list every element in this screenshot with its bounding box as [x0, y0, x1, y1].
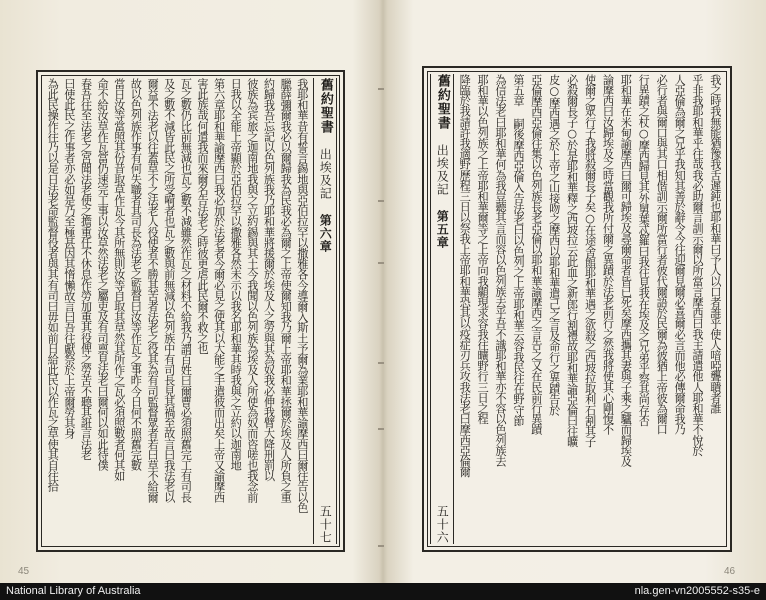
text-column: 亞倫摩西亞倫往集以色列族長老亞倫以耶和華諭摩西之言告之又在民前行異蹟 [529, 74, 543, 435]
right-page [422, 66, 732, 552]
text-column: 第五章 嗣後摩西亞倫入告法老曰以色列之上帝耶和華云容我民往在野守節 [511, 74, 525, 426]
text-column: 我之時我無能猶豫我舌遲鈍也耶和華曰予人以口者誰乎使人喑啞聾聵者誰 [708, 74, 722, 414]
page-number: 五十六 [435, 505, 450, 544]
text-column: 瓦之數仍比前無減也瓦之數不減雖然作瓦之材料不給我乃謂百姓曰爾曹必須照舊完工有司長 [179, 78, 193, 503]
footer-bar [0, 583, 766, 600]
stitch-mark [378, 545, 384, 547]
text-column: 我耶和華昔有誓言錫地與亞伯拉罕以撒雅各今導爾入斯土予爾為業耶和華諭摩西曰爾往告以色 [295, 78, 309, 513]
left-page [36, 70, 345, 552]
text-column: 耶和華在米甸諭摩西曰爾可歸埃及尋爾命者皆已死矣摩西攜其妻與子乘之驢而歸埃及 [619, 74, 633, 467]
text-column: 第六章耶和華諭摩西曰我必加於法老者今爾必見之使其以大能之手遣彼而出矣上帝又諭摩西 [212, 78, 226, 503]
text-column: 皮○摩西遇之於上帝之山接吻之摩西以耶和華遣己之言及命行之異蹟告於 [547, 74, 561, 416]
section-title: 出埃及記 [435, 144, 450, 196]
text-column: 彼族為宾旅之迦南地我與之立約錫與其土今我聞以色列族為埃及人所使為奴而咨嗟也我念前 [245, 78, 259, 503]
stitch-mark [378, 428, 384, 430]
pencil-annotation: 45 [18, 566, 30, 577]
pencil-annotation: 46 [724, 566, 736, 577]
text-column: 耶和華以色列族之上帝耶和華爾等之上帝向我顯現求容我往曠野行三日之程 [476, 74, 490, 424]
text-column: 命不給汝草作瓦當仍速完工事以汝草然法老之屬吏及有司禀見法老曰爾何以如此待僕 [96, 78, 110, 471]
stitch-mark [378, 200, 384, 202]
text-column: 約歸我吾忘記以色列族我乃耶和華將援爾於埃及人之勞與其為奴我必伸我臂大降刑罰以 [262, 78, 276, 481]
text-column: 使爾之眾行子我將殺爾長子矣○在途舍館耶和華遇之欲殺之西坡拉取利石割其子 [583, 74, 597, 447]
footer-identifier: nla.gen-vn2005552-s35-e [634, 585, 760, 597]
book-title: 舊約聖書 [434, 74, 450, 130]
text-column: 人亞倫為爾之兄乎我知其善於辭令今往迎爾見爾必喜爾必言而他必傳爾命我乃 [673, 74, 687, 435]
text-column: 必行者與爾口與其口相偕訓示爾所當行者彼代爾語於民爾為彼猶上帝彼為爾口 [655, 74, 669, 435]
stitch-mark [378, 88, 384, 90]
left-page-text [46, 78, 309, 544]
text-column: 為信法老曰耶和華何為我豈聽其言而容以色列族去乎吾不識耶和華亦不容以色列族去 [494, 74, 508, 467]
text-column: 曰使此民之作事者亦必如是乃至極甚因其惰懶故言曰吾往獻祭於上帝爾勞其身 [62, 78, 76, 439]
footer-library-name: National Library of Australia [6, 585, 141, 597]
text-column: 日我以全能上帝顯於亞伯拉罕以撒雅各然未示以我名耶和華其時我與之立約以迦南地 [229, 78, 243, 471]
text-column: 當日汝等當照其份昔取草作瓦今其所無則汝等自取其草然其所作之瓦必須照數者何其如 [112, 78, 126, 481]
text-column: 爾益不法老以往蓋草不之法老人役使者不勝其苦者法老之役其為有司監督眾者若曰草不給爾 [146, 78, 160, 503]
section-title: 出埃及記 [318, 148, 333, 200]
text-column: 及之數不減皆此民之所受嗬者也瓦之數與前無減以色列族中有司長見其禍至故言曰我法老以 [162, 78, 176, 503]
chapter-label: 第五章 [435, 210, 450, 249]
text-column: 降臨於我請許我適野歷程三日以祭我上帝耶和華恐其以疫症刃兵攻我法老曰摩西亞倫爾 [458, 74, 472, 477]
text-column: 臘薛彌爾我必以爾歸我為民我必為爾之上帝使爾知我乃爾上帝耶和華拯爾於埃及人所負之重 [279, 78, 293, 503]
text-column: 乎非我耶和華乎往哉我必助爾言訓示爾以所當言摩西曰我主請遣他人耶和華不悅於 [690, 74, 704, 456]
chapter-label: 第六章 [318, 214, 333, 253]
page-number: 五十七 [318, 505, 333, 544]
book-title: 舊約聖書 [317, 78, 333, 134]
text-column: 行異蹟之杖○摩西歸見其外舅葉忒羅曰我往見我在埃及之兄弟乎察其尚存否 [637, 74, 651, 426]
text-column: 害此族哉何遣我而來爾名告法老之時彼更虐此民爾不救之也 [195, 78, 209, 354]
text-column: 必殺爾長子○於是耶和華釋之西坡拉云此血之新郎行割禮故耶和華諭亞倫曰往曠 [565, 74, 579, 447]
right-page-margin [430, 74, 454, 544]
right-page-text [458, 74, 722, 544]
text-column: 為此民操作往乃以是日法老命監督役者與其有司曰毋如前日給此民以作瓦之草使其自往拾 [46, 78, 60, 492]
text-column: 故以色列族作事有何失職者其司長為法老之監督曰汝等作瓦之事昨今日何不照舊完數 [129, 78, 143, 471]
left-page-margin [313, 78, 337, 544]
stitch-mark [378, 362, 384, 364]
text-column: 論摩西曰汝歸埃及之時當觀我所付爾之異蹟於法老前行之然我將使其心剛愎不 [601, 74, 615, 435]
stitch-mark [378, 262, 384, 264]
text-column: 春吾往至法老之宮聞法老使之擔重任不休息作勞加重其役俾之勞苦不聽其誑言法老 [79, 78, 93, 460]
